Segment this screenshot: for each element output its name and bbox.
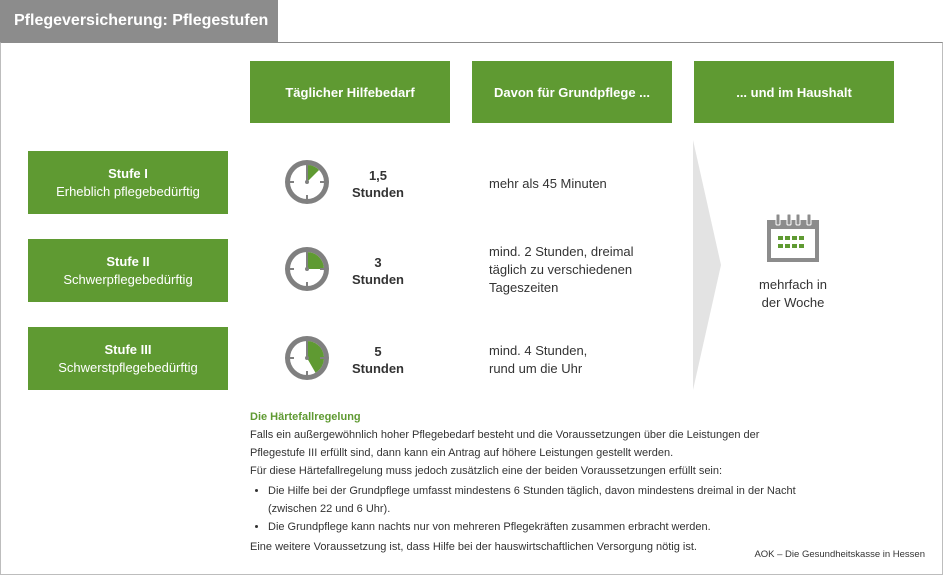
haertefall-text: Pflegestufe III erfüllt sind, dann kann ein Antrag auf höhere Leistungen gestellt werden. — [250, 447, 674, 459]
haertefall-title: Die Härtefallregelung — [250, 411, 361, 423]
grundpflege-line: mehr als 45 Minuten — [489, 176, 607, 191]
haertefall-text: Falls ein außergewöhnlich hoher Pflegebedarf besteht und die Voraussetzungen über die Leistungen der — [250, 429, 760, 441]
haertefall-text: Für diese Härtefallregelung muss jedoch zusätzlich eine der beiden Voraussetzungen erfüllt sein: — [250, 465, 723, 477]
list-item-text: Die Hilfe bei der Grundpflege umfasst mindestens 6 Stunden täglich, davon mindestens dreimal in der Nacht — [268, 485, 796, 497]
haertefall-text: Eine weitere Voraussetzung ist, dass Hilfe bei der hauswirtschaftlichen Versorgung nötig ist. — [250, 541, 697, 553]
chevron-right-icon — [693, 140, 721, 390]
haertefall-section — [250, 408, 870, 556]
hours-unit: Stunden — [352, 272, 404, 287]
list-item — [268, 482, 870, 518]
list-item — [268, 518, 870, 536]
stufe-2-box — [28, 239, 228, 302]
hours-value: 5 — [374, 344, 382, 359]
clock-center — [305, 180, 309, 184]
hours-unit: Stunden — [352, 361, 404, 376]
clock-center — [305, 267, 309, 271]
hours-unit: Stunden — [352, 185, 404, 200]
header-household: ... und im Haushalt — [694, 61, 894, 123]
header-basic-care: Davon für Grundpflege ... — [472, 61, 672, 123]
hours-stufe-3 — [340, 343, 416, 377]
grundpflege-stufe-3 — [489, 342, 679, 378]
grundpflege-stufe-1 — [489, 175, 679, 193]
hours-stufe-2 — [340, 254, 416, 288]
hours-value: 1,5 — [368, 168, 388, 183]
stufe-2-desc: Schwerpflegebedürftig — [63, 271, 193, 287]
stufe-3-desc: Schwerstpflegebedürftig — [58, 359, 198, 375]
stufe-1-label: Stufe I — [108, 165, 148, 181]
haushalt-line: der Woche — [761, 295, 825, 310]
clock-icon — [283, 158, 331, 206]
grundpflege-line: täglich zu verschiedenen — [489, 262, 633, 277]
haushalt-line: mehrfach in — [759, 277, 827, 292]
header-daily-need: Täglicher Hilfebedarf — [250, 61, 450, 123]
clock-center — [305, 356, 309, 360]
stufe-3-box — [28, 327, 228, 390]
stufe-3-label: Stufe III — [104, 341, 152, 357]
footer-source: AOK – Die Gesundheitskasse in Hessen — [754, 549, 925, 560]
haertefall-list — [250, 482, 870, 536]
haushalt-text — [740, 276, 846, 312]
grundpflege-stufe-2 — [489, 243, 679, 297]
grundpflege-line: Tageszeiten — [489, 280, 559, 295]
grundpflege-line: mind. 4 Stunden, — [489, 343, 588, 358]
grundpflege-line: mind. 2 Stunden, dreimal — [489, 244, 634, 259]
hours-stufe-1 — [340, 167, 416, 201]
hours-value: 3 — [374, 255, 382, 270]
stufe-1-box — [28, 151, 228, 214]
calendar-icon — [765, 212, 821, 264]
stufe-1-desc: Erheblich pflegebedürftig — [56, 183, 200, 199]
grundpflege-line: rund um die Uhr — [489, 361, 583, 376]
clock-icon — [283, 245, 331, 293]
list-item-text: Die Grundpflege kann nachts nur von mehreren Pflegekräften zusammen erbracht werden. — [268, 521, 711, 533]
page-title: Pflegeversicherung: Pflegestufen — [0, 0, 278, 42]
stufe-2-label: Stufe II — [106, 253, 150, 269]
list-item-text: (zwischen 22 und 6 Uhr). — [268, 503, 391, 515]
clock-icon — [283, 334, 331, 382]
